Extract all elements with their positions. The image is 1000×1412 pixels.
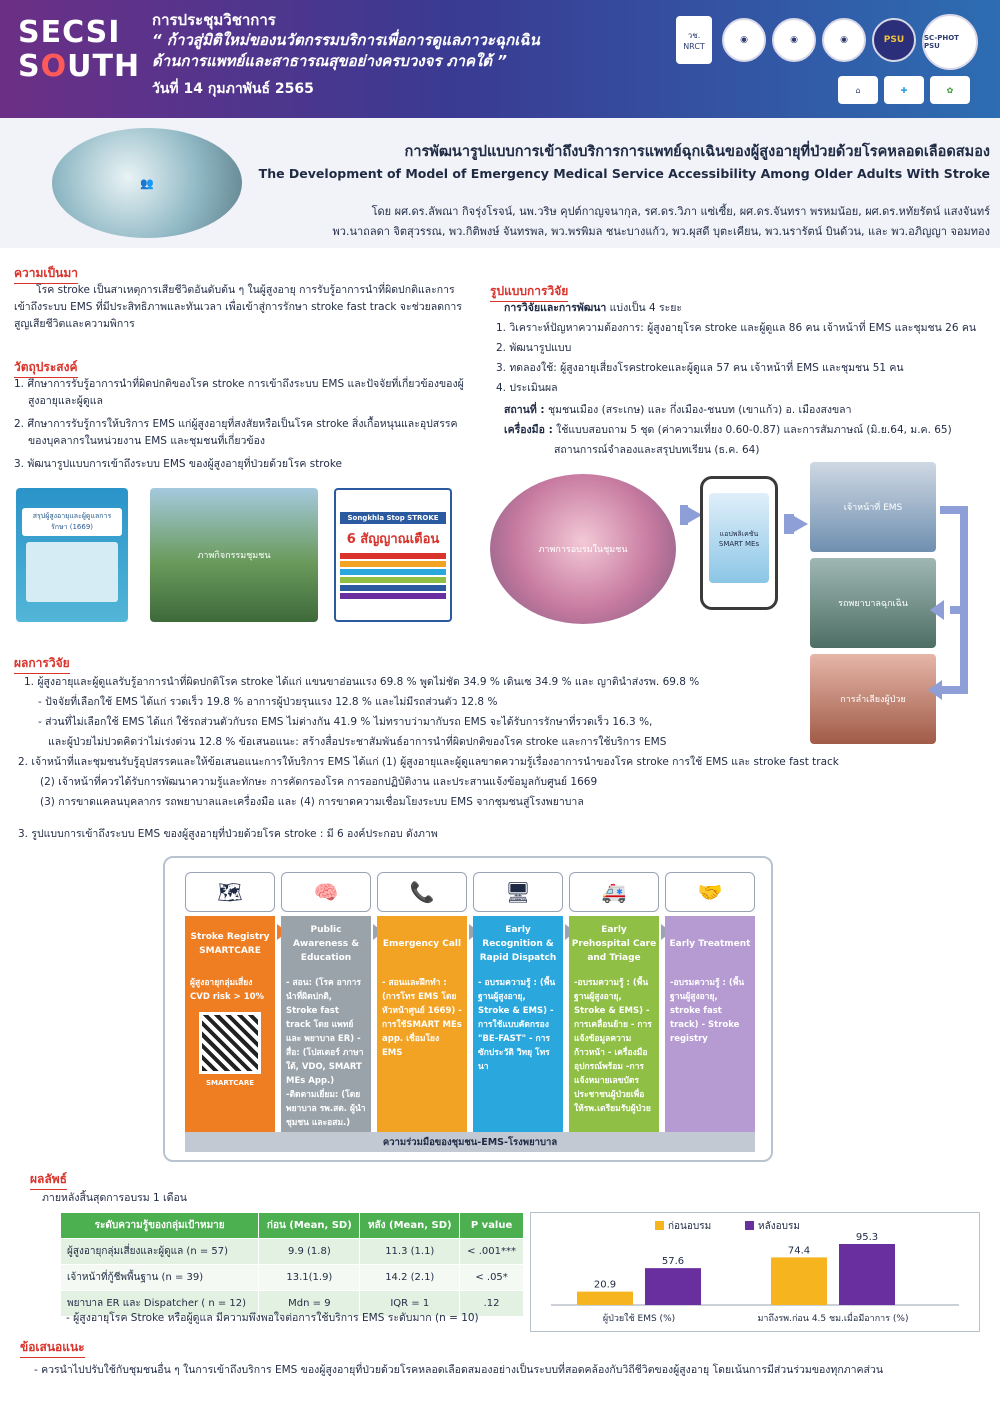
model-step-title: Early Recognition & Rapid Dispatch — [473, 916, 563, 972]
team-photo: 👥 — [52, 128, 242, 238]
smartcare-qr-code[interactable] — [199, 1012, 261, 1074]
method-tools-2: สถานการณ์จำลองและสรุปบทเรียน (ธ.ค. 64) — [554, 444, 760, 456]
model-step-icon: 🧠 — [281, 872, 371, 912]
table-header-cell: P value — [460, 1213, 524, 1239]
knowledge-table — [60, 1212, 524, 1317]
table-cell: < .001*** — [460, 1239, 524, 1265]
title-english: The Development of Model of Emergency Medical Service Accessibility Among Older Adults With Stroke — [258, 166, 990, 181]
model-steps — [185, 872, 755, 1134]
phone-screen: แอปพลิเคชัน SMART MEs — [709, 493, 769, 583]
table-cell: Mdn = 9 — [259, 1291, 360, 1317]
partner-logo-1: ◉ — [722, 18, 766, 62]
method-place: สถานที่ : ชุมชนเมือง (สระเกษ) และ กึ่งเมือง-ชนบท (เขาแก้ว) อ. เมืองสงขลา — [504, 404, 852, 416]
legend-label: ก่อนอบรม — [668, 1221, 712, 1232]
ems-logo: ✚ — [884, 76, 924, 104]
phase-3: 3. ทดลองใช้: ผู้สูงอายุเสี่ยงโรคstrokeและผู้ดูแล 57 คน เจ้าหน้าที่ EMS และชุมชน 51 คน — [496, 362, 904, 374]
model-step-icon: 🖥 — [473, 872, 563, 912]
model-step-title: Public Awareness & Education — [281, 916, 371, 972]
conference-title: “ ก้าวสู่มิติใหม่ของนวัตกรรมบริการเพื่อการดูแลภาวะฉุกเฉิน ด้านการแพทย์และสาธารณสุขอย่างครบวงจร ภาคใต้ ” — [152, 31, 540, 70]
authors-line-2: พว.นาถลดา จิตสุวรรณ, พว.กิติพงษ์ จันทรพล, พว.พรพิมล ชนะบางแก้ว, พว.ผุสดี บุตะเคียน, พว.นรารัตน์ บินด้วน, และ พว.อภิญญา จอมทอง — [332, 225, 990, 238]
title-thai: การพัฒนารูปแบบการเข้าถึงบริการการแพทย์ฉุกเฉินของผู้สูงอายุที่ป่วยด้วยโรคหลอดเลือดสมอง — [404, 144, 990, 160]
ems-staff-photo: เจ้าหน้าที่ EMS — [810, 462, 936, 552]
flow-arrow-mid-icon — [930, 600, 944, 620]
table-cell: 13.1(1.9) — [259, 1265, 360, 1291]
authors-line-1: โดย ผศ.ดร.ลัพณา กิจรุ่งโรจน์, นพ.วริษ คุปต์กาญจนากุล, รศ.ดร.วิภา แซ่เซี้ย, ผศ.ดร.จันทรา พรหมน้อย, ผศ.ดร.หทัยรัตน์ แสงจันทร์ — [371, 205, 990, 218]
result-line-5: 2. เจ้าหน้าที่และชุมชนรับรู้อุปสรรคและให้ข้อเสนอแนะการให้บริการ EMS ได้แก่ (1) ผู้สูงอายุและผู้ดูแลขาดความรู้เรื่องอาการนำของโรค stroke การใช้ EMS และ stroke fast track — [18, 756, 839, 768]
legend-swatch — [745, 1221, 754, 1230]
model-step-title: Early Treatment — [665, 916, 755, 972]
model-step-title: Emergency Call — [377, 916, 467, 972]
ems-model-diagram — [163, 856, 773, 1162]
chart-data-label: 57.6 — [661, 1256, 685, 1268]
table-header-cell: ก่อน (Mean, SD) — [259, 1213, 360, 1239]
table-cell: 14.2 (2.1) — [360, 1265, 460, 1291]
befast-list — [340, 553, 446, 599]
background-text: โรค stroke เป็นสาเหตุการเสียชีวิตอันดับต้น ๆ ในผู้สูงอายุ การรับรู้อาการนำที่ผิดปกติและการเข้าถึงระบบ EMS ที่มีประสิทธิภาพและทันเวลา เพื่อเข้าสู่การรักษา stroke fast track จะช่วยลดการสูญเสียชีวิตและความพิการ — [14, 284, 462, 330]
method-design: การวิจัยและการพัฒนา แบ่งเป็น 4 ระยะ — [504, 302, 683, 314]
outcome-heading: ผลลัพธ์ — [30, 1170, 67, 1190]
phase-4: 4. ประเมินผล — [496, 382, 558, 394]
table-header-row — [61, 1213, 524, 1239]
model-step-body: - อบรมความรู้ : (พื้นฐานผู้สูงอายุ, Stroke & EMS) - การใช้แบบคัดกรอง "BE-FAST" - การซักประวัติ วิทยุ โทรนา — [473, 972, 563, 1134]
result-line-3: - ส่วนที่ไม่เลือกใช้ EMS ได้แก่ ใช้รถส่วนตัวกับรถ EMS ไม่ต่างกัน 41.9 % ไม่ทราบว่ามากับรถ EMS จะได้รับการรักษาที่รวดเร็ว 16.3 %, — [38, 716, 653, 728]
model-step-icon: 📞 — [377, 872, 467, 912]
nrct-logo: วช. NRCT — [676, 16, 712, 64]
method-heading: รูปแบบการวิจัย — [490, 282, 568, 302]
table-row — [61, 1239, 524, 1265]
result-line-1: 1. ผู้สูงอายุและผู้ดูแลรับรู้อาการนำที่ผิดปกติโรค stroke ได้แก่ แขนขาอ่อนแรง 69.8 % พูดไม่ชัด 34.9 % เดินเซ 34.9 % และ ญาตินำส่งรพ. 69.8 % — [24, 676, 700, 688]
model-step-body: -อบรมความรู้ : (พื้นฐานผู้สูงอายุ, stroke fast track) - Stroke registry — [665, 972, 755, 1134]
result-line-8: 3. รูปแบบการเข้าถึงระบบ EMS ของผู้สูงอายุที่ป่วยด้วยโรค stroke : มี 6 องค์ประกอบ ดังภาพ — [18, 828, 438, 840]
psu-logo: PSU — [872, 18, 916, 62]
table-header-cell: หลัง (Mean, SD) — [360, 1213, 460, 1239]
model-step — [185, 872, 275, 1134]
stroke-warning-poster: Songkhla Stop STROKE 6 สัญญาณเตือน — [334, 488, 452, 622]
smart-mes-phone — [700, 476, 778, 610]
model-step — [569, 872, 659, 1134]
chart-bar — [771, 1257, 827, 1305]
model-footer: ความร่วมมือของชุมชน-EMS-โรงพยาบาล — [185, 1132, 755, 1152]
chart-data-label: 95.3 — [855, 1232, 879, 1244]
model-step — [665, 872, 755, 1134]
result-line-7: (3) การขาดแคลนบุคลากร รถพยาบาลและเครื่องมือ และ (4) การขาดความเชื่อมโยงระบบ EMS จากชุมชนสู่โรงพยาบาล — [40, 796, 584, 808]
partner-logo-2: ◉ — [772, 18, 816, 62]
result-line-2: - ปัจจัยที่เลือกใช้ EMS ได้แก่ รวดเร็ว 19.8 % อาการผู้ป่วยรุนแรง 12.8 % และไม่มีรถส่วนตัว 12.8 % — [38, 696, 498, 708]
chart-category-label: มาถึงรพ.ก่อน 4.5 ชม.เมื่อมีอาการ (%) — [757, 1314, 909, 1324]
model-step-title: Early Prehospital Care and Triage — [569, 916, 659, 972]
flow-bracket-mid — [950, 606, 968, 614]
table-cell: ผู้สูงอายุกลุ่มเสี่ยงและผู้ดูแล (n = 57) — [61, 1239, 259, 1265]
legend-swatch — [655, 1221, 664, 1230]
model-step-icon: 🚑 — [569, 872, 659, 912]
satisfaction-note: - ผู้สูงอายุโรค Stroke หรือผู้ดูแล มีความพึงพอใจต่อการใช้บริการ EMS ระดับมาก (n = 10) — [66, 1312, 479, 1324]
model-step-icon: 🤝 — [665, 872, 755, 912]
community-group-photo: ภาพกิจกรรมชุมชน — [150, 488, 318, 622]
partner-logo-3: ◉ — [822, 18, 866, 62]
table-cell: พยาบาล ER และ Dispatcher ( n = 12) — [61, 1291, 259, 1317]
method-tools: เครื่องมือ : ใช้แบบสอบถาม 5 ชุด (ค่าความเที่ยง 0.60-0.87) และการสัมภาษณ์ (มิ.ย.64, ม.ค. 65) — [504, 424, 952, 436]
conference-label: การประชุมวิชาการ — [152, 11, 276, 29]
phase-1: 1. วิเคราะห์ปัญหาความต้องการ: ผู้สูงอายุโรค stroke และผู้ดูแล 86 คน เจ้าหน้าที่ EMS และชุมชน 26 คน — [496, 322, 977, 334]
model-step-body: - สอน: (โรค อาการนำที่ผิดปกติ, Stroke fast track โดย แพทย์ และ พยาบาล ER) - สื่อ: (โปสเตอร์ ภาษาใต้, VDO, SMART MEs App.) -ติดตามเยี่ยม: (โดย พยาบาล รพ.สต. ผู้นำชุมชน และอสม.) — [281, 972, 371, 1134]
outcome-subheading: ภายหลังสิ้นสุดการอบรม 1 เดือน — [42, 1192, 187, 1204]
model-step — [377, 872, 467, 1134]
chart-data-label: 20.9 — [593, 1279, 617, 1291]
arrow-to-phone — [680, 505, 700, 525]
awareness-poster: สรุปผู้สูงอายุและผู้ดูแลการรักษา (1669) — [16, 488, 128, 622]
objective-2: 2. ศึกษาการรับรู้การให้บริการ EMS แก่ผู้สูงอายุที่สงสัยหรือเป็นโรค stroke สิ่งเกื้อหนุนและอุปสรรคของบุคลากรในหน่วยงาน EMS และชุมชนที่เกี่ยวข้อง — [14, 418, 458, 447]
logo-line-2: SOUTH — [18, 49, 141, 84]
table-cell: IQR = 1 — [360, 1291, 460, 1317]
objective-1: 1. ศึกษาการรับรู้อาการนำที่ผิดปกติของโรค stroke การเข้าถึงระบบ EMS และปัจจัยที่เกี่ยวข้องของผู้สูงอายุและผู้ดูแล — [14, 378, 464, 407]
model-step — [281, 872, 371, 1134]
sc-phot-logo: SC-PHOT PSU — [922, 14, 978, 70]
model-step-body: ผู้สูงอายุกลุ่มเสี่ยง CVD risk > 10% SMARTCARE — [185, 972, 275, 1134]
outcome-chart-frame — [530, 1212, 980, 1332]
model-step-body: -อบรมความรู้ : (พื้นฐานผู้สูงอายุ, Stroke & EMS) - การเคลื่อนย้าย - การแจ้งข้อมูลความก้าวหน้า - เครื่องมืออุปกรณ์พร้อม -การแจ้งหมายเลขบัตรประชาชนผู้ป่วยเพื่อให้รพ.เตรียมรับผู้ป่วย — [569, 972, 659, 1134]
secsi-south-logo — [18, 15, 141, 86]
recommendation-heading: ข้อเสนอแนะ — [20, 1338, 85, 1358]
model-step — [473, 872, 563, 1134]
conference-date: วันที่ 14 กุมภาพันธ์ 2565 — [152, 81, 314, 97]
model-step-body: - สอนและฝึกทำ : (การโทร EMS โดยหัวหน้าศูนย์ 1669) - การใช้SMART MEs app. เชื่อมโยง EMS — [377, 972, 467, 1134]
ambulance-photo: รถพยาบาลฉุกเฉิน — [810, 558, 936, 648]
result-line-6: (2) เจ้าหน้าที่ควรได้รับการพัฒนาความรู้และทักษะ การคัดกรองโรค การออกปฏิบัติงาน และประสานแจ้งข้อมูลกับศูนย์ 1669 — [40, 776, 598, 788]
ministry-logo: ✿ — [930, 76, 970, 104]
table-body — [61, 1239, 524, 1317]
phase-2: 2. พัฒนารูปแบบ — [496, 342, 572, 354]
table-cell: 11.3 (1.1) — [360, 1239, 460, 1265]
patient-transfer-photo: การลำเลียงผู้ป่วย — [810, 654, 936, 744]
recommendation-text: - ควรนำไปปรับใช้กับชุมชนอื่น ๆ ในการเข้าถึงบริการ EMS ของผู้สูงอายุที่ป่วยด้วยโรคหลอดเลือดสมองอย่างเป็นระบบที่สอดคล้องกับวิถีชีวิตของผู้สูงอายุ โดยเน้นการมีส่วนร่วมของทุกภาคส่วน — [34, 1364, 884, 1376]
model-step-icon: 🗺 — [185, 872, 275, 912]
result-line-4: และผู้ป่วยไม่ปวดคิดว่าไม่เร่งด่วน 12.8 % ข้อเสนอแนะ: สร้างสื่อประชาสัมพันธ์อาการนำที่ผิดปกติของโรค stroke และการใช้บริการ EMS — [48, 736, 667, 748]
legend-label: หลังอบรม — [758, 1221, 800, 1232]
table-cell: < .05* — [460, 1265, 524, 1291]
objectives-heading: วัตถุประสงค์ — [14, 358, 78, 378]
qr-caption: SMARTCARE — [205, 1079, 254, 1087]
chart-bar — [839, 1244, 895, 1305]
table-cell: เจ้าหน้าที่กู้ชีพพื้นฐาน (n = 39) — [61, 1265, 259, 1291]
table-row — [61, 1265, 524, 1291]
chart-data-label: 74.4 — [787, 1245, 811, 1257]
background-heading: ความเป็นมา — [14, 264, 78, 284]
logo-line-1: SECSI — [18, 15, 121, 50]
chart-bar — [645, 1268, 701, 1305]
table-header-cell: ระดับความรู้ของกลุ่มเป้าหมาย — [61, 1213, 259, 1239]
results-heading: ผลการวิจัย — [14, 654, 70, 674]
poster-picture — [26, 542, 118, 602]
outcome-bar-chart — [531, 1213, 979, 1331]
arrow-to-ems — [784, 514, 808, 534]
chart-bar — [577, 1292, 633, 1305]
chart-category-label: ผู้ป่วยใช้ EMS (%) — [602, 1314, 676, 1324]
hospital-logo: ⌂ — [838, 76, 878, 104]
table-cell: .12 — [460, 1291, 524, 1317]
table-cell: 9.9 (1.8) — [259, 1239, 360, 1265]
community-training-photo: ภาพการอบรมในชุมชน — [490, 474, 676, 624]
objective-3: 3. พัฒนารูปแบบการเข้าถึงระบบ EMS ของผู้สูงอายุที่ป่วยด้วยโรค stroke — [14, 458, 342, 470]
model-step-title: Stroke Registry SMARTCARE — [185, 916, 275, 972]
